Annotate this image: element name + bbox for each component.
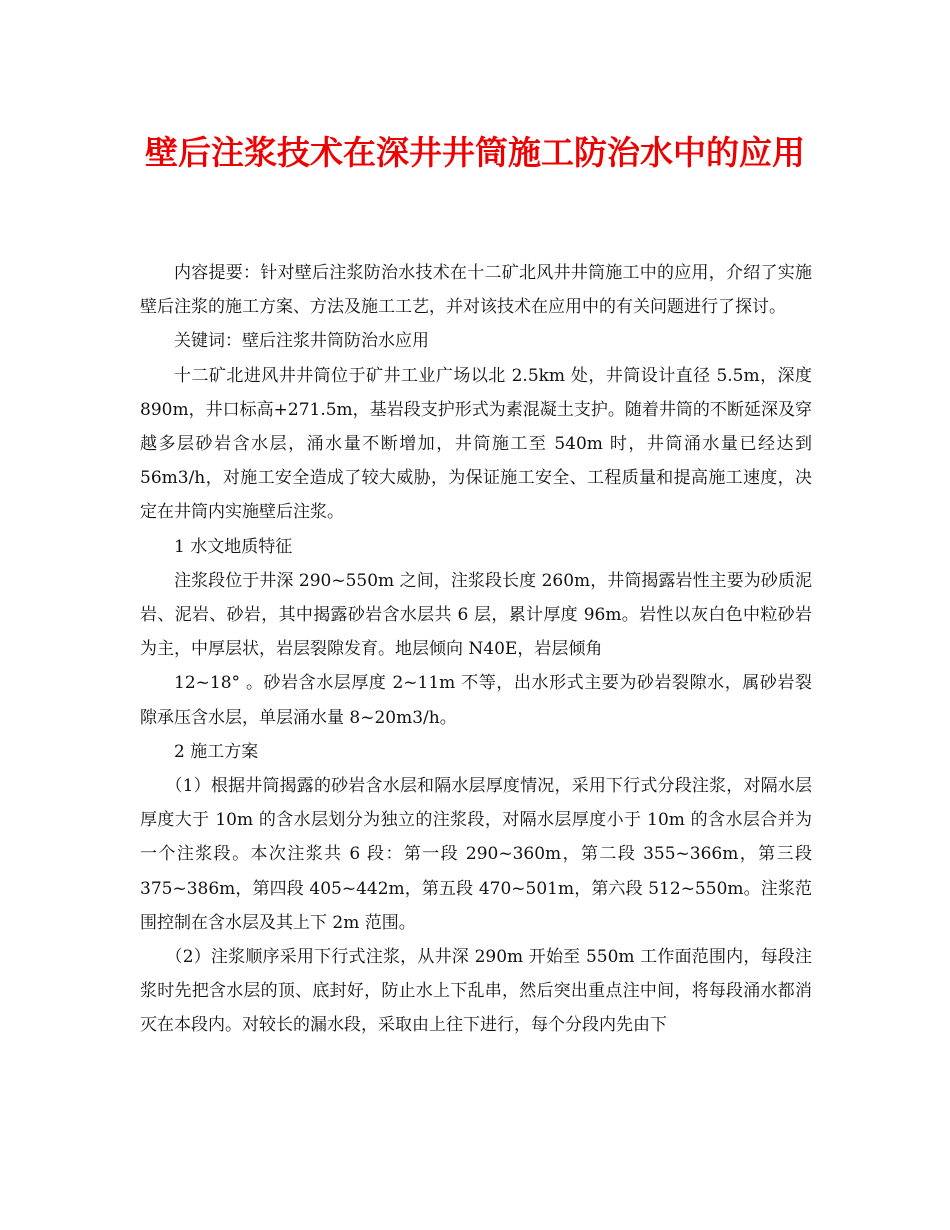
keywords-paragraph: 关键词：壁后注浆井筒防治水应用 xyxy=(174,331,429,352)
hydrogeology-paragraph-continued: 12~18° 。砂岩含水层厚度 2~11m 不等，出水形式主要为砂岩裂隙水，属砂岩裂隙承压含水层，单层涌水量 8~20m3/h。 xyxy=(140,673,812,728)
document-body xyxy=(140,256,812,1043)
section-heading-hydrogeology: 1 水文地质特征 xyxy=(174,536,293,557)
hydrogeology-paragraph: 注浆段位于井深 290~550m 之间，注浆段长度 260m，井筒揭露岩性主要为砂质泥岩、泥岩、砂岩，其中揭露砂岩含水层共 6 层，累计厚度 96m。岩性以灰白色中粒砂岩为主，中厚层状，岩层裂隙发育。地层倾向 N40E，岩层倾角 xyxy=(140,570,812,660)
section-heading-construction-plan: 2 施工方案 xyxy=(174,741,259,762)
intro-paragraph: 十二矿北进风井井筒位于矿井工业广场以北 2.5km 处，井筒设计直径 5.5m，深度 890m，井口标高+271.5m，基岩段支护形式为素混凝土支护。随着井筒的不断延深及穿越多层砂岩含水层，涌水量不断增加，井筒施工至 540m 时，井筒涌水量已经达到 56m3/h，对施工安全造成了较大威胁，为保证施工安全、工程质量和提高施工速度，决定在井筒内实施壁后注浆。 xyxy=(140,365,812,523)
abstract-paragraph: 内容提要：针对壁后注浆防治水技术在十二矿北风井井筒施工中的应用，介绍了实施壁后注浆的施工方案、方法及施工工艺，并对该技术在应用中的有关问题进行了探讨。 xyxy=(140,263,812,318)
plan-item-1: （1）根据井筒揭露的砂岩含水层和隔水层厚度情况，采用下行式分段注浆，对隔水层厚度大于 10m 的含水层划分为独立的注浆段，对隔水层厚度小于 10m 的含水层合并为一个注浆段。本次注浆共 6 段：第一段 290~360m，第二段 355~366m，第三段 375~386m，第四段 405~442m，第五段 470~501m，第六段 512~550m。注浆范围控制在含水层及其上下 2m 范围。 xyxy=(140,776,812,933)
document-title: 壁后注浆技术在深井井筒施工防治水中的应用 xyxy=(145,133,805,172)
plan-item-2: （2）注浆顺序采用下行式注浆，从井深 290m 开始至 550m 工作面范围内，每段注浆时先把含水层的顶、底封好，防止水上下乱串，然后突出重点注中间，将每段涌水都消灭在本段内。对较长的漏水段，采取由上往下进行，每个分段内先由下 xyxy=(140,947,812,1036)
